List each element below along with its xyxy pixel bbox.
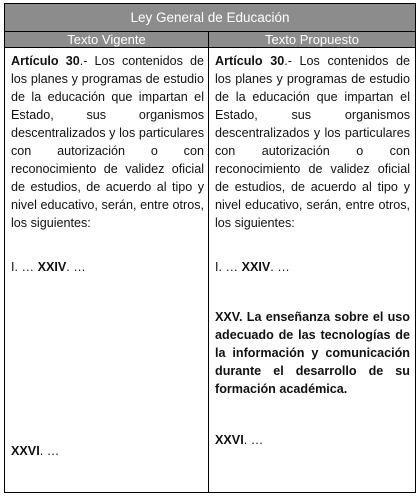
item-number: XXIV xyxy=(241,260,271,274)
article-label: Artículo 30 xyxy=(11,54,80,68)
proposed-item-xxv: XXV. La enseñanza sobre el uso adecuado de las tecnologías de la información y comunicación durante el desarrollo de su formación académica. xyxy=(215,310,410,396)
item-prefix: I. … xyxy=(215,260,242,274)
item-number: XXIV xyxy=(37,260,67,274)
current-item-i-xxiv xyxy=(11,258,86,276)
article-text: .- Los contenidos de los planes y programas de estudio de la educación que impartan el Estado, sus organismos descentralizados y los particulares con autorización o con reconocimiento de validez oficial de estudios, de acuerdo al tipo y nivel educativo, serán, entre otros, los siguientes: xyxy=(11,54,204,230)
table-title: Ley General de Educación xyxy=(5,4,415,32)
current-text-column xyxy=(5,48,209,492)
header-proposed-text: Texto Propuesto xyxy=(265,32,359,47)
proposed-item-xxvi xyxy=(215,431,410,449)
column-headers xyxy=(5,32,415,48)
item-suffix: . … xyxy=(243,433,264,447)
current-item-xxvi xyxy=(11,442,59,460)
item-number: XXVI xyxy=(11,444,40,458)
item-suffix: . … xyxy=(66,260,86,274)
proposed-text-column xyxy=(209,48,415,492)
article-label: Artículo 30 xyxy=(215,54,285,68)
current-article-30 xyxy=(11,52,204,232)
item-prefix: I. … xyxy=(11,260,38,274)
header-current-text: Texto Vigente xyxy=(5,32,209,47)
proposed-item-i-xxiv xyxy=(215,258,410,276)
item-suffix: . … xyxy=(39,444,60,458)
proposed-article-30 xyxy=(215,52,410,232)
item-suffix: . … xyxy=(270,260,290,274)
article-text: .- Los contenidos de los planes y programas de estudio de la educación que impartan el Estado, sus organismos descentralizados y los particulares con autorización o con reconocimiento de validez oficial de estudios, de acuerdo al tipo y nivel educativo, serán, entre otros, los siguientes: xyxy=(215,54,410,230)
comparison-table xyxy=(4,3,416,493)
item-number: XXVI xyxy=(215,433,244,447)
